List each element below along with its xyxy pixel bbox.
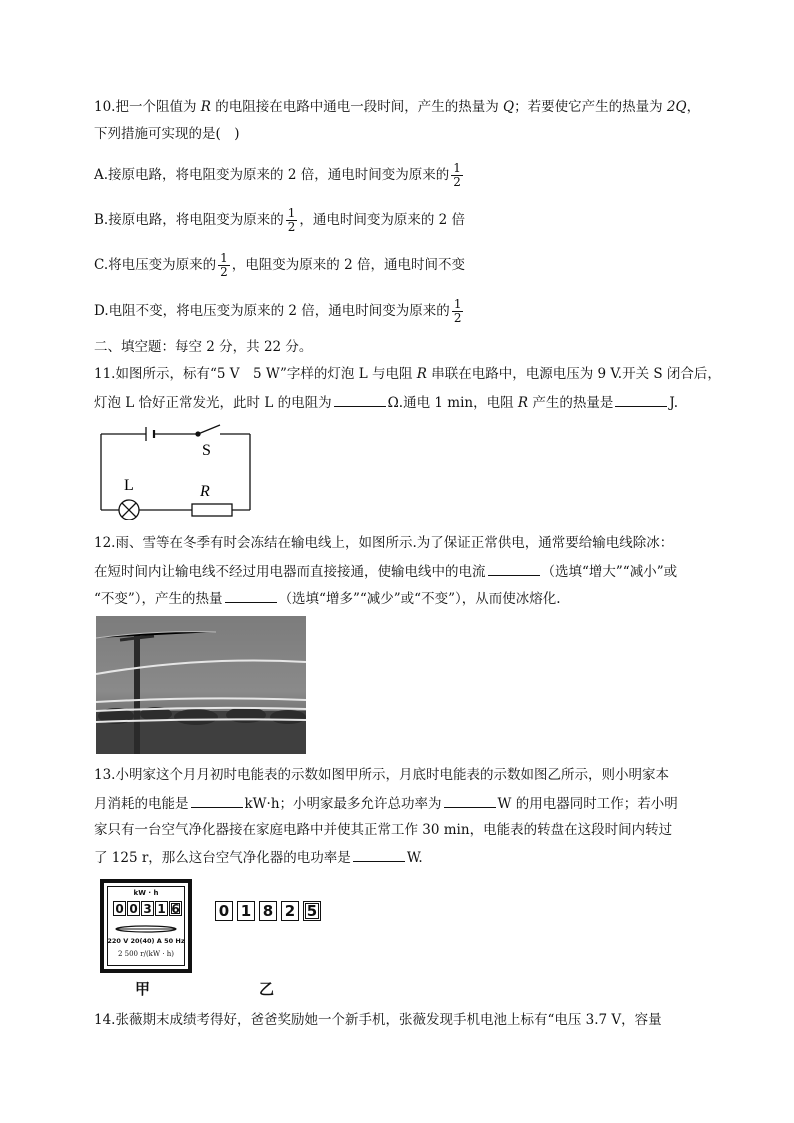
resistor-label: R xyxy=(200,483,210,500)
answer-blank[interactable] xyxy=(615,392,667,407)
answer-blank[interactable] xyxy=(191,793,243,808)
answer-blank[interactable] xyxy=(334,392,386,407)
meter-digit: 0 xyxy=(113,901,126,916)
q13-line1: 13.小明家这个月月初时电能表的示数如图甲所示，月底时电能表的示数如图乙所示，则小明家本 xyxy=(94,767,669,783)
q12-line2: 在短时间内让输电线不经过用电器而直接接通，使输电线中的电流 （选填“增大”“减小”或 xyxy=(94,561,677,582)
meter-unit: kW · h xyxy=(133,889,159,897)
q10-line1: 10.把一个阻值为 R 的电阻接在电路中通电一段时间，产生的热量为 Q；若要使它产生的热量为 2Q， xyxy=(94,99,701,115)
answer-blank[interactable] xyxy=(353,847,405,862)
lamp-label: L xyxy=(124,477,134,494)
q10-option-c: C.将电压变为原来的 $\frac{1}{2}$ ，电阻变为原来的 2 倍，通电时间不变 xyxy=(94,251,465,279)
meter-digit: 3 xyxy=(141,901,154,916)
switch-label: S xyxy=(202,442,211,459)
q12-line1: 12.雨、雪等在冬季有时会冻结在输电线上，如图所示.为了保证正常供电，通常要给输电线除冰： xyxy=(94,535,674,551)
circuit-diagram xyxy=(96,424,256,520)
meter-digit: 2 xyxy=(281,901,299,921)
energy-meter-b-digits xyxy=(215,901,325,921)
meter-spec-2: 2 500 r/(kW · h) xyxy=(117,950,175,958)
q11-line1: 11.如图所示，标有“5 V 5 W”字样的灯泡 L 与电阻 R 串联在电路中，电源电压为 9 V.开关 S 闭合后， xyxy=(94,366,721,382)
q10-option-b: B.接原电路，将电阻变为原来的 $\frac{1}{2}$ ，通电时间变为原来的 2 倍 xyxy=(94,206,466,234)
caption-a: 甲 xyxy=(135,980,151,998)
meter-disk-icon xyxy=(112,924,180,934)
q13-line3: 家只有一台空气净化器接在家庭电路中并使其正常工作 30 min，电能表的转盘在这段时间内转过 xyxy=(94,822,673,838)
fraction: $\frac{1}{2}$ xyxy=(287,206,296,234)
meter-digit: 0 xyxy=(215,901,233,921)
q13-line2: 月消耗的电能是 kW·h；小明家最多允许总功率为 W 的用电器同时工作；若小明 xyxy=(94,793,678,814)
q12-line3: “不变”），产生的热量 （选填“增多”“减少”或“不变”），从而使冰熔化. xyxy=(94,588,561,609)
meter-digit: 6 xyxy=(169,901,182,916)
caption-b: 乙 xyxy=(259,980,275,998)
q14-line1: 14.张薇期末成绩考得好，爸爸奖励她一个新手机，张薇发现手机电池上标有“电压 3.7 V，容量 xyxy=(94,1012,662,1028)
answer-blank[interactable] xyxy=(488,561,540,576)
meter-a-digits xyxy=(113,901,183,916)
q10-option-d: D.电阻不变，将电压变为原来的 2 倍，通电时间变为原来的 $\frac{1}{2}$ xyxy=(94,297,462,325)
meter-digit: 1 xyxy=(237,901,255,921)
energy-meter-a xyxy=(100,879,192,973)
meter-digit: 0 xyxy=(127,901,140,916)
fraction: $\frac{1}{2}$ xyxy=(453,297,462,325)
switch-lever xyxy=(198,425,220,434)
fraction: $\frac{1}{2}$ xyxy=(453,161,461,189)
q10-option-a: A.接原电路，将电阻变为原来的 2 倍，通电时间变为原来的 $\frac{1}{2}$ xyxy=(94,161,461,189)
iced-power-line-photo xyxy=(96,616,306,754)
fraction: $\frac{1}{2}$ xyxy=(220,251,228,279)
meter-digit: 8 xyxy=(259,901,277,921)
section-heading: 二、填空题：每空 2 分，共 22 分。 xyxy=(94,339,313,355)
q10-line2: 下列措施可实现的是( ) xyxy=(94,126,240,142)
meter-digit: 5 xyxy=(303,901,321,921)
answer-blank[interactable] xyxy=(225,588,277,603)
meter-digit: 1 xyxy=(155,901,168,916)
q11-line2: 灯泡 L 恰好正常发光，此时 L 的电阻为 Ω.通电 1 min，电阻 R 产生的热量是 J. xyxy=(94,392,678,413)
answer-blank[interactable] xyxy=(444,793,496,808)
meter-spec-1: 220 V 20(40) A 50 Hz xyxy=(107,937,185,945)
q13-line4: 了 125 r，那么这台空气净化器的电功率是 W. xyxy=(94,847,423,868)
resistor-box xyxy=(192,504,232,516)
